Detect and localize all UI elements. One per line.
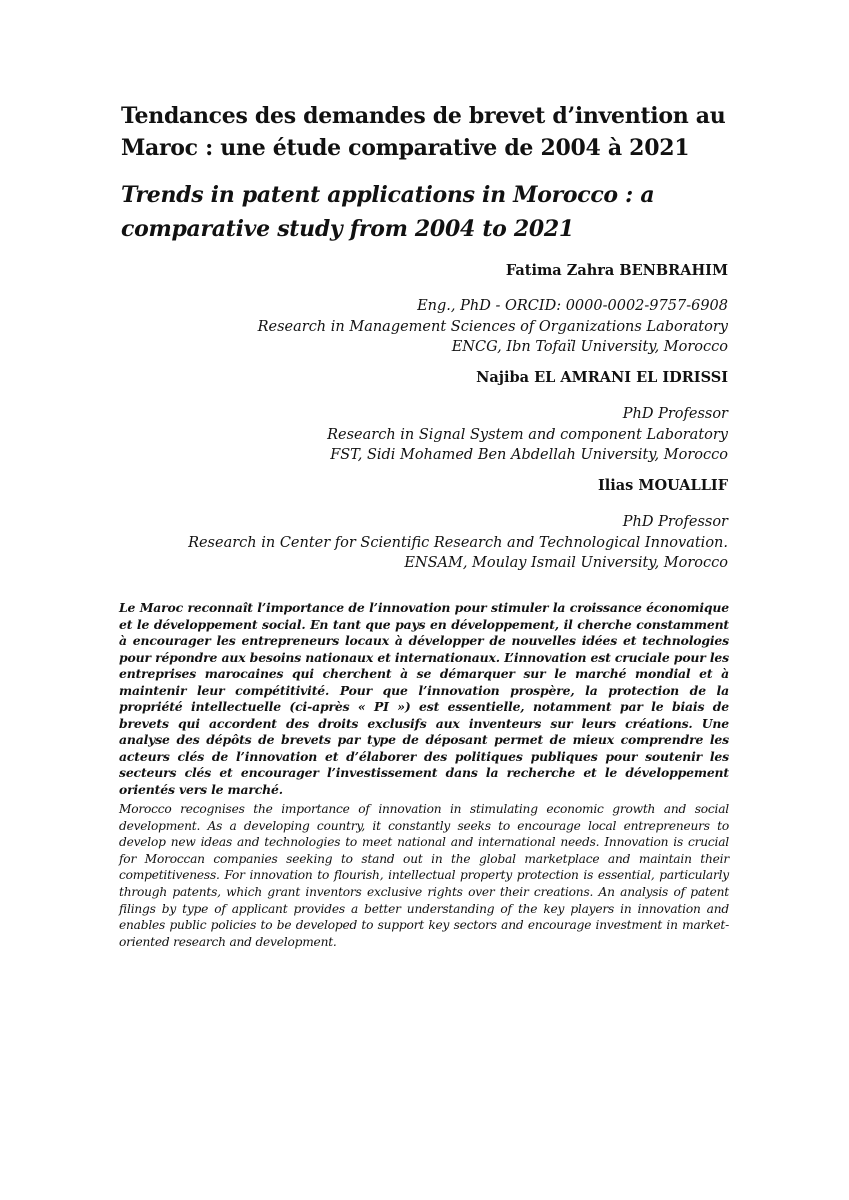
abstract-french: Le Maroc reconnaît l’importance de l’innovation pour stimuler la croissance économique et le développement social. En tant que pays en développement, il cherche constamment à encourager les entrepreneurs locaux à développer de nouvelles idées et technologies pour répondre aux besoins nationaux et internationaux. L’innovation est cruciale pour les entreprises marocaines qui cherchent à se démarquer sur le marché mondial et à maintenir leur compétitivité. Pour que l’innovation prospère, la protection de la propriété intellectuelle (ci-après « PI ») est essentielle, notamment par le biais de brevets qui accordent des droits exclusifs aux inventeurs sur leurs créations. Une analyse des dépôts de brevets par type de déposant permet de mieux comprendre les acteurs clés de l’innovation et d’élaborer des politiques publiques pour soutenir les secteurs clés et encourager l’investissement dans la recherche et le développement orientés vers le marché. — [119, 600, 729, 798]
title-french: Tendances des demandes de brevet d’invention au Maroc : une étude comparative de 2004 à 2021 — [121, 103, 726, 161]
author-1-name: Fatima Zahra BENBRAHIM — [505, 262, 728, 279]
author-1 — [108, 261, 728, 281]
author-2-name: Najiba EL AMRANI EL IDRISSI — [476, 369, 728, 386]
affiliation-line: Research in Center for Scientific Research and Technological Innovation. — [188, 534, 728, 551]
affiliation-line: ENCG, Ibn Tofaïl University, Morocco — [451, 339, 728, 355]
affiliation-line: Eng., PhD - ORCID: 0000-0002-9757-6908 — [417, 298, 728, 314]
author-2-affiliation — [108, 404, 728, 466]
affiliation-line: ENSAM, Moulay Ismail University, Morocco — [404, 555, 728, 571]
author-3 — [108, 476, 728, 496]
affiliation-line: Research in Management Sciences of Organizations Laboratory — [257, 318, 728, 335]
affiliation-line: PhD Professor — [622, 514, 728, 530]
abstract-english: Morocco recognises the importance of innovation in stimulating economic growth and social development. As a developing country, it constantly seeks to encourage local entrepreneurs to develop new ideas and technologies to meet national and international needs. Innovation is crucial for Moroccan companies seeking to stand out in the global marketplace and maintain their competitiveness. For innovation to flourish, intellectual property protection is essential, particularly through patents, which grant inventors exclusive rights over their creations. An analysis of patent filings by type of applicant provides a better understanding of the key players in innovation and enables public policies to be developed to support key sectors and encourage investment in market-oriented research and development. — [119, 802, 729, 949]
author-2 — [108, 368, 728, 388]
author-3-name: Ilias MOUALLIF — [597, 477, 728, 494]
author-3-affiliation — [108, 512, 728, 574]
affiliation-line: PhD Professor — [622, 406, 728, 422]
author-1-affiliation — [108, 296, 728, 358]
affiliation-line: Research in Signal System and component Laboratory — [327, 426, 728, 443]
affiliation-line: FST, Sidi Mohamed Ben Abdellah University, Morocco — [330, 447, 728, 463]
title-english: Trends in patent applications in Morocco : a comparative study from 2004 to 2021 — [121, 182, 655, 242]
